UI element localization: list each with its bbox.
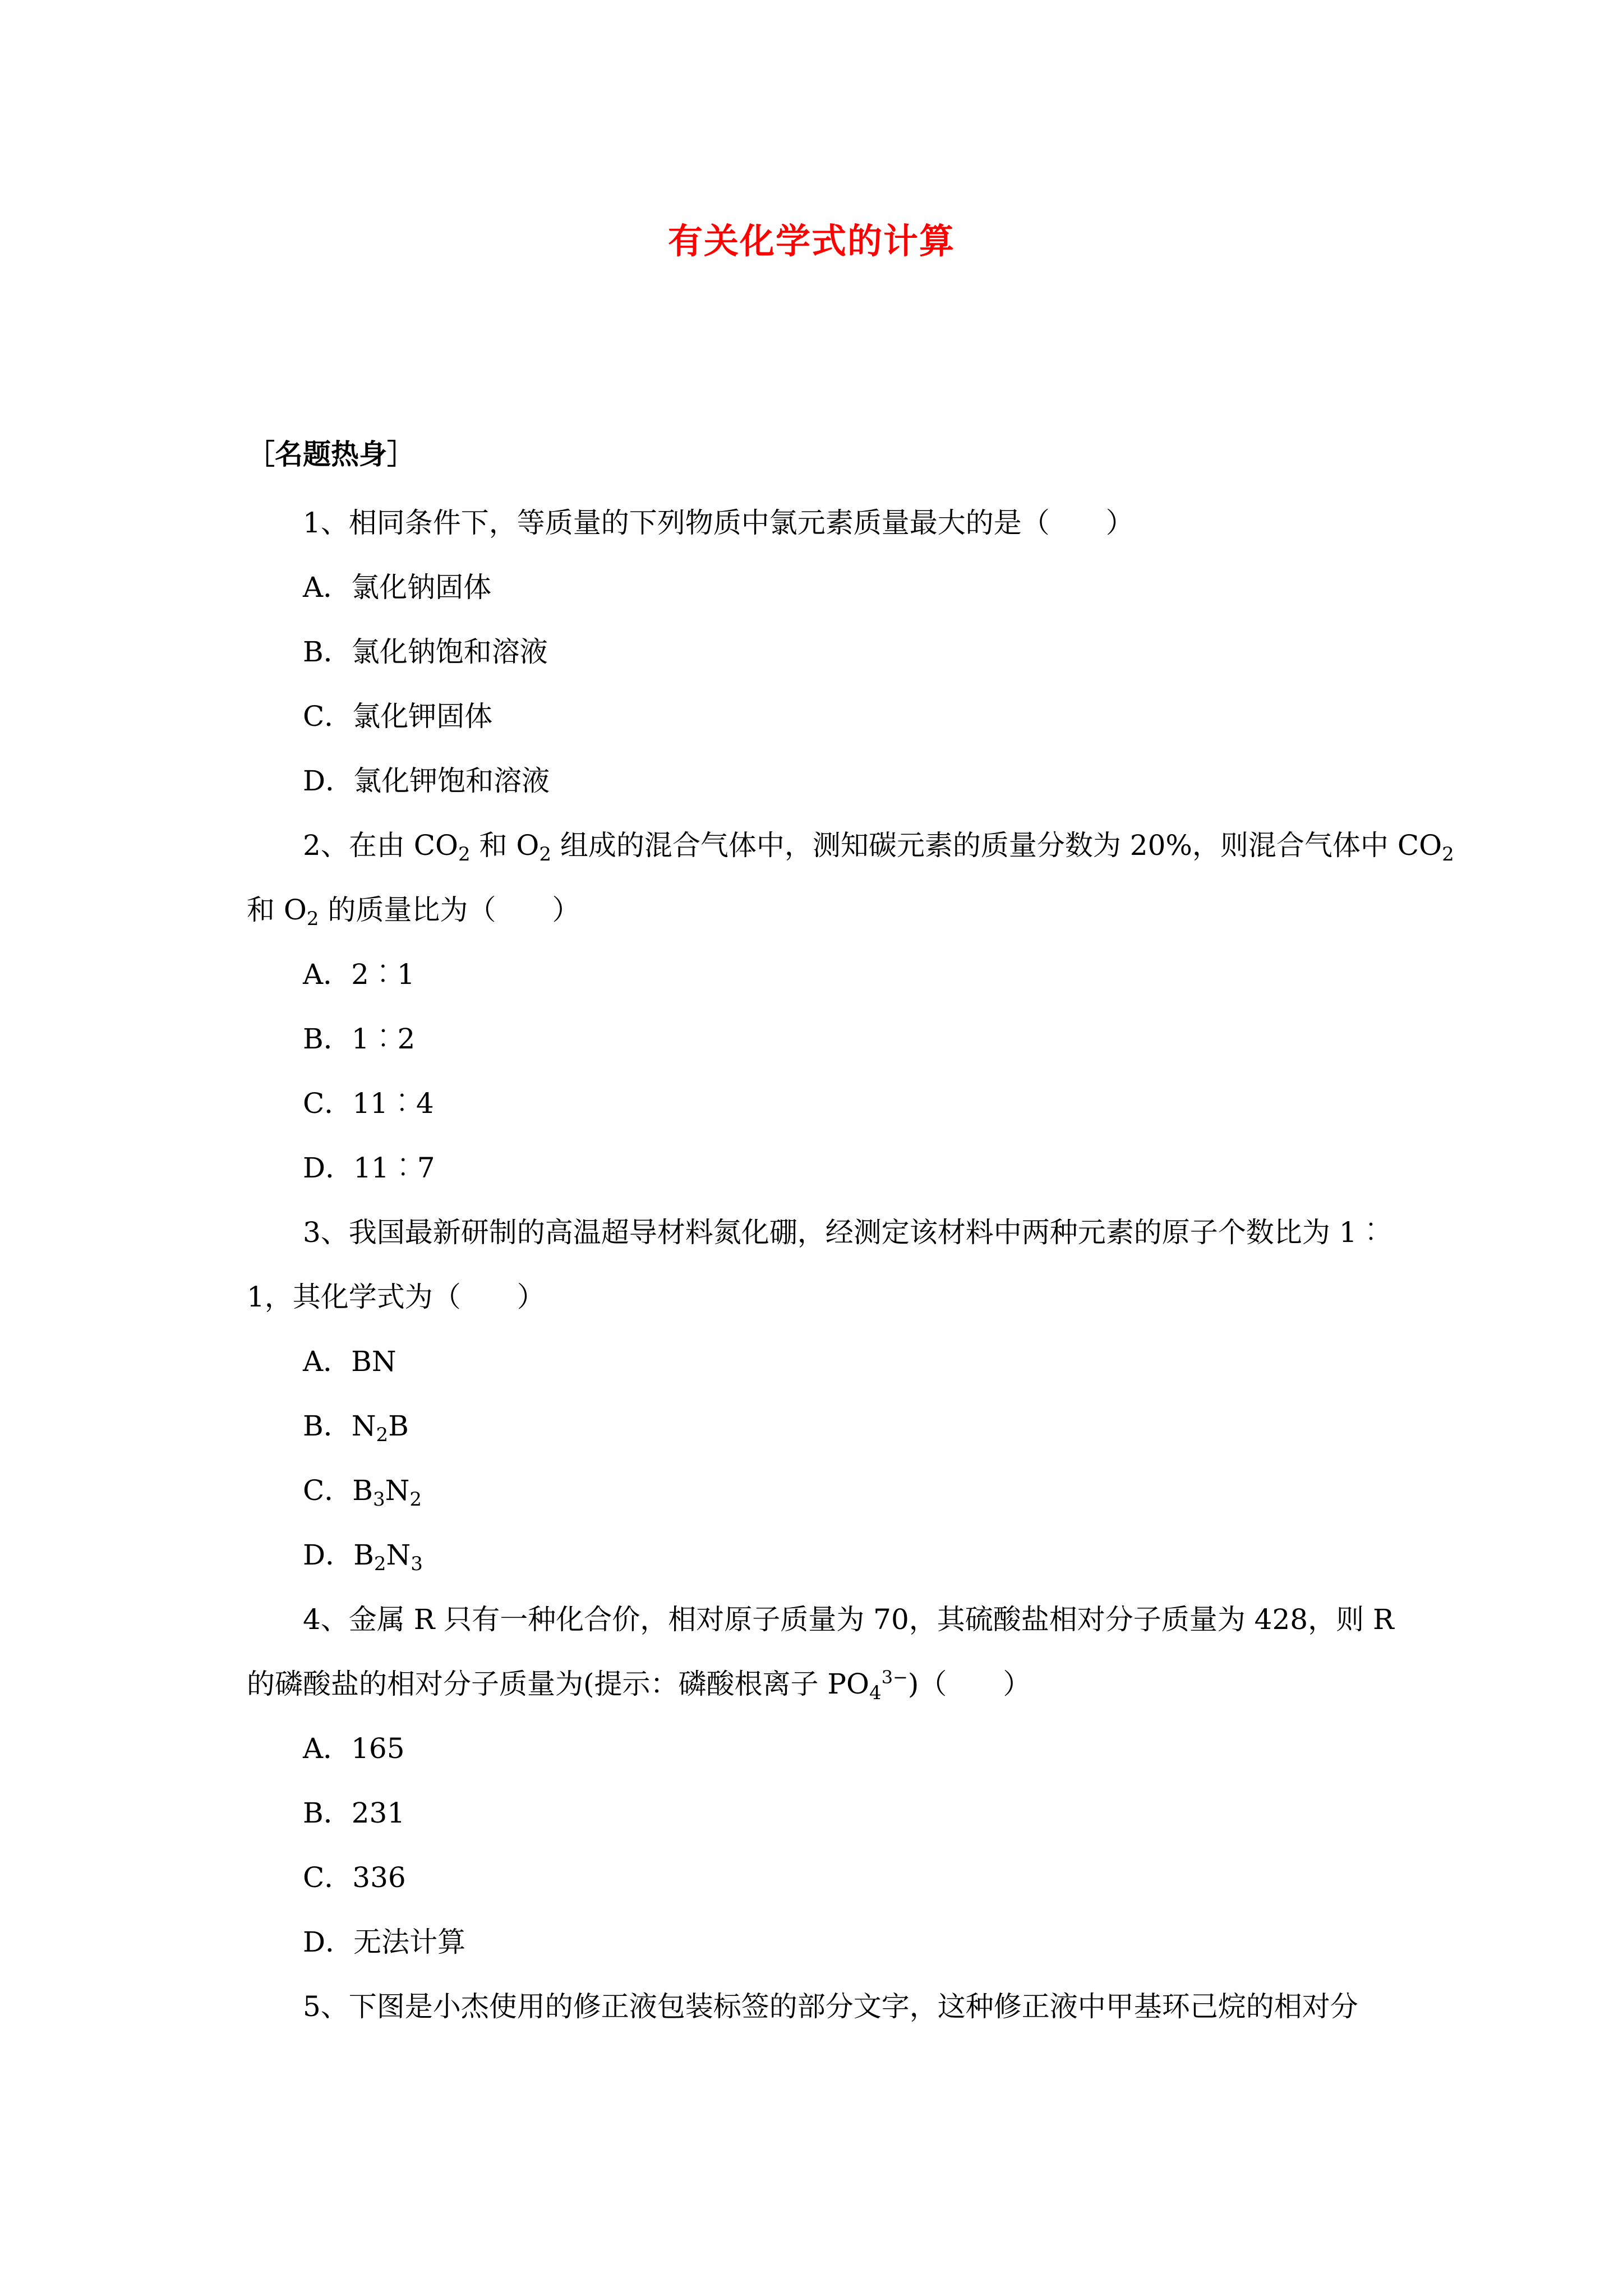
q2-subscript: 2 (458, 843, 471, 866)
question-1-option-c: C．氯化钾固体 (303, 700, 493, 733)
question-1-stem: 1、相同条件下，等质量的下列物质中氯元素质量最大的是（ ） (303, 507, 1134, 539)
q3c-text-mid: N (385, 1474, 410, 1507)
question-2-option-d: D．11︰7 (303, 1152, 435, 1184)
q3c-subscript-1: 3 (373, 1488, 385, 1511)
section-heading: ［名题热身］ (247, 438, 415, 471)
question-3-option-d (303, 1535, 423, 1575)
q3b-subscript: 2 (376, 1424, 389, 1446)
question-3-option-c (303, 1471, 422, 1510)
q2-subscript: 2 (1442, 843, 1454, 866)
document-title: 有关化学式的计算 (667, 220, 955, 261)
q3c-subscript-2: 2 (409, 1488, 422, 1511)
q3d-text: D．B (303, 1539, 374, 1571)
question-4-option-d: D．无法计算 (303, 1926, 466, 1958)
q2-text-2a: 和 O (247, 894, 307, 926)
q4-superscript: 3− (881, 1667, 908, 1688)
q2-text-1c: 组成的混合气体中，测知碳元素的质量分数为 20%，则混合气体中 CO (551, 829, 1442, 862)
q3c-text: C．B (303, 1474, 373, 1507)
question-4-stem-line-2 (247, 1664, 1031, 1704)
q3b-text-post: B (388, 1410, 409, 1442)
question-2-option-b: B．1︰2 (303, 1023, 416, 1055)
q2-subscript: 2 (306, 908, 319, 930)
q3d-subscript-1: 2 (374, 1553, 386, 1575)
question-1-option-b: B．氯化钠饱和溶液 (303, 636, 548, 668)
question-2-option-c: C．11︰4 (303, 1087, 434, 1120)
q2-text-1b: 和 O (470, 829, 540, 862)
question-3-stem-line-2: 1，其化学式为（ ） (247, 1281, 545, 1313)
question-4-stem-line-1: 4、金属 R 只有一种化合价，相对原子质量为 70，其硫酸盐相对分子质量为 428，则 R (303, 1603, 1394, 1636)
q3b-text: B．N (303, 1410, 376, 1442)
question-2-stem-line-1 (303, 826, 1454, 865)
question-3-option-b (303, 1406, 409, 1446)
question-3-option-a: A．BN (303, 1345, 396, 1378)
q4-text-2b: )（ ） (907, 1668, 1031, 1700)
q4-text-2a: 的磷酸盐的相对分子质量为(提示：磷酸根离子 PO (247, 1668, 870, 1700)
question-1-option-a: A．氯化钠固体 (303, 571, 492, 604)
question-4-option-b: B．231 (303, 1797, 405, 1829)
question-2-stem-line-2 (247, 890, 580, 930)
question-3-stem-line-1: 3、我国最新研制的高温超导材料氮化硼，经测定该材料中两种元素的原子个数比为 1︰ (303, 1216, 1385, 1249)
question-4-option-a: A．165 (303, 1732, 405, 1765)
q3d-text-mid: N (386, 1539, 411, 1571)
question-4-option-c: C．336 (303, 1861, 406, 1894)
q3d-subscript-2: 3 (411, 1553, 423, 1575)
q2-subscript: 2 (539, 843, 552, 866)
question-5-stem-line-1: 5、下图是小杰使用的修正液包装标签的部分文字，这种修正液中甲基环己烷的相对分 (303, 1990, 1358, 2023)
question-1-option-d: D．氯化钾饱和溶液 (303, 765, 550, 797)
q2-text-2b: 的质量比为（ ） (319, 894, 580, 926)
q2-text-1a: 2、在由 CO (303, 829, 458, 862)
q4-subscript: 4 (869, 1682, 882, 1704)
question-2-option-a: A．2︰1 (303, 958, 415, 991)
